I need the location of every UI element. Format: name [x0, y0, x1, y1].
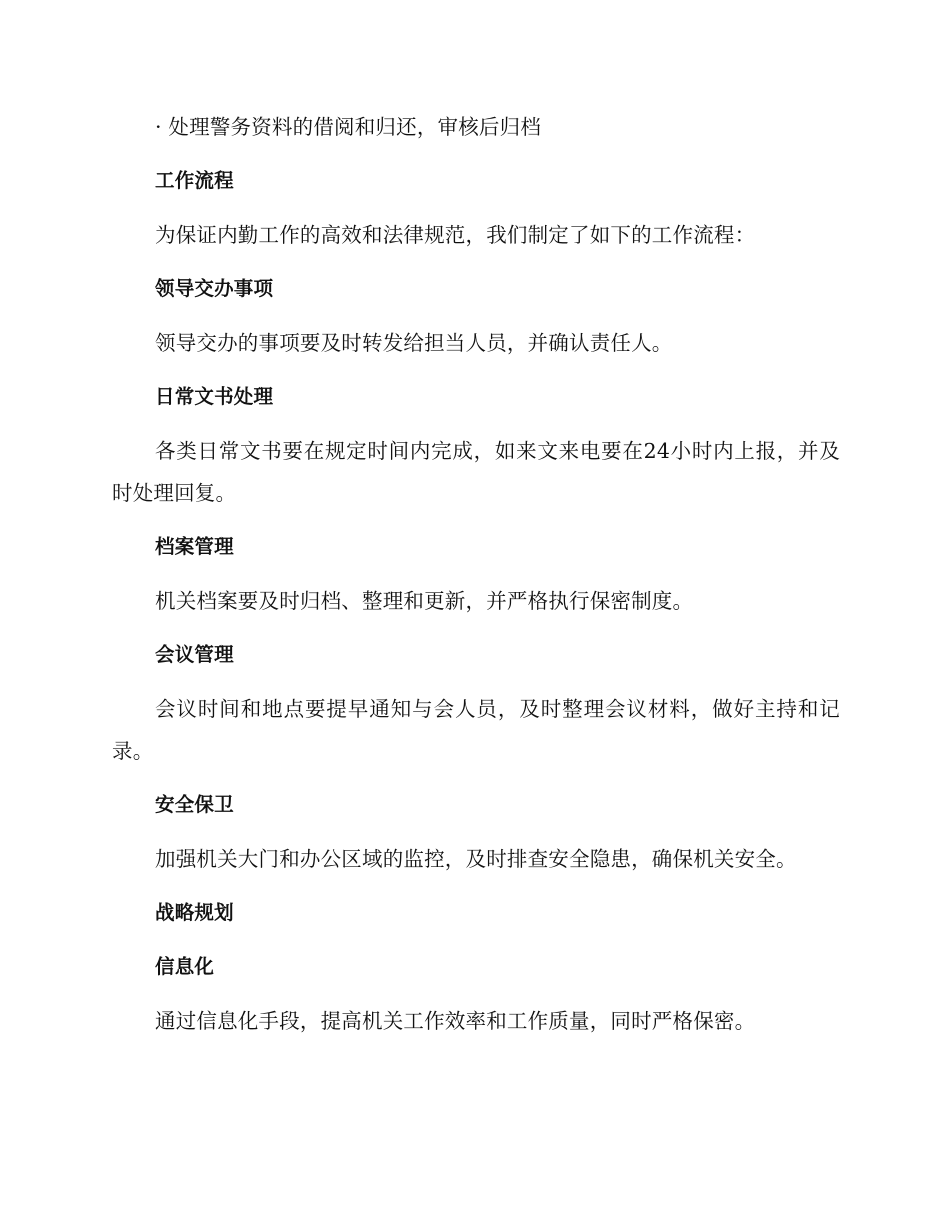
heading-archive-management: 档案管理	[155, 535, 234, 558]
heading-daily-documents: 日常文书处理	[155, 385, 274, 408]
heading-meeting-management: 会议管理	[155, 643, 234, 666]
paragraph-workflow-intro: 为保证内勤工作的高效和法律规范，我们制定了如下的工作流程：	[155, 223, 756, 247]
paragraph-security: 加强机关大门和办公区域的监控，及时排查安全隐患，确保机关安全。	[155, 847, 797, 871]
paragraph-meeting-management: 会议时间和地点要提早通知与会人员，及时整理会议材料，做好主持和记录。	[112, 697, 840, 763]
heading-security: 安全保卫	[155, 793, 234, 816]
paragraph-informatization: 通过信息化手段，提高机关工作效率和工作质量，同时严格保密。	[155, 1009, 756, 1033]
document-page	[112, 106, 840, 1054]
paragraph-daily-documents: 各类日常文书要在规定时间内完成，如来文来电要在24小时内上报，并及时处理回复。	[112, 439, 840, 505]
paragraph-leader-assigned-tasks: 领导交办的事项要及时转发给担当人员，并确认责任人。	[155, 331, 673, 355]
paragraph-archive-management: 机关档案要及时归档、整理和更新，并严格执行保密制度。	[155, 589, 694, 613]
heading-informatization: 信息化	[155, 955, 215, 978]
heading-leader-assigned-tasks: 领导交办事项	[155, 277, 274, 300]
heading-workflow: 工作流程	[155, 169, 234, 192]
bullet-item-archive-borrowing: · 处理警务资料的借阅和归还，审核后归档	[155, 115, 542, 139]
heading-strategic-planning: 战略规划	[155, 901, 234, 924]
